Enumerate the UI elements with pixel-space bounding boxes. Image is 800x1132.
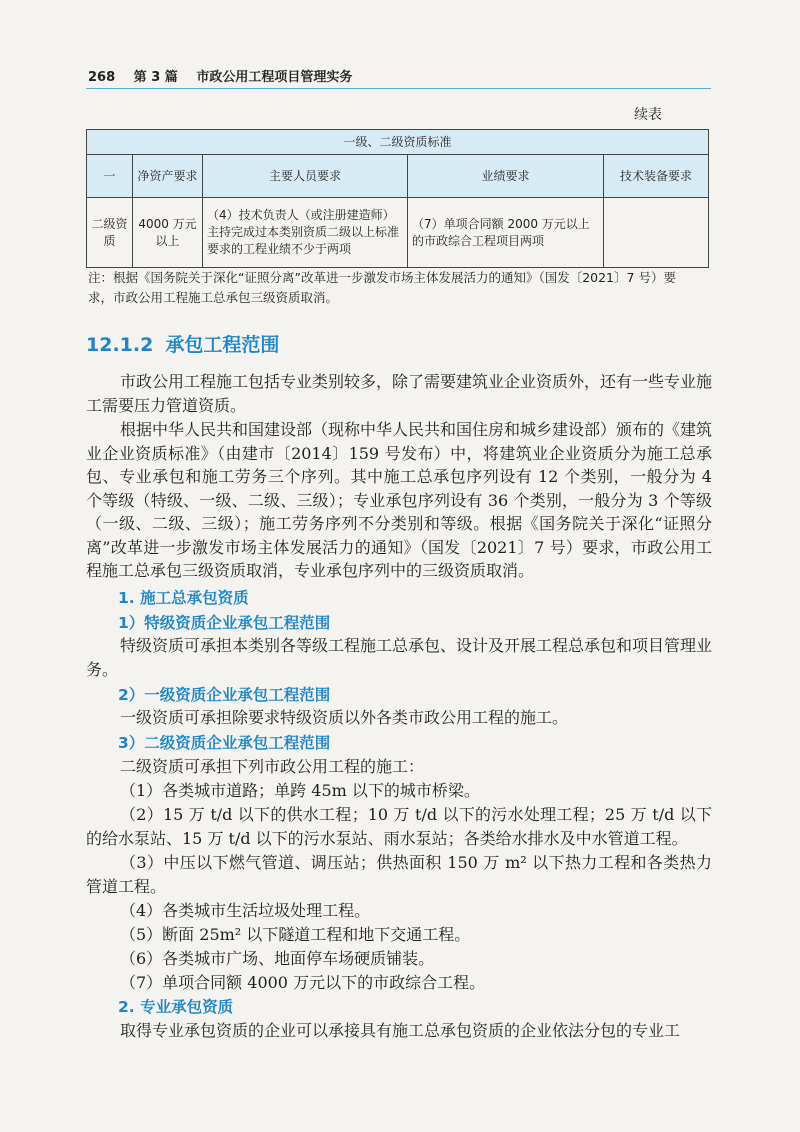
section-heading [86,330,279,357]
cell-net-assets: 4000 万元以上 [133,198,203,268]
heading-second-grade: 3）二级资质企业承包工程范围 [118,734,331,752]
table-header-personnel: 主要人员要求 [203,155,408,198]
paragraph-2: 根据中华人民共和国建设部（现称中华人民共和国住房和城乡建设部）颁布的《建筑业企业资质标准》（由建市〔2014〕159 号发布）中，将建筑业企业资质分为施工总承包、专业承包和施工劳务三个序列。其中施工总承包序列设有 12 个类别，一般分为 4 个等级（特级、一级、二级、三级）；专业承包序列设有 36 个类别，一般分为 3 个等级（一级、二级、三级）；施工劳务序列不分类别和等级。根据《国务院关于深化“证照分离”改革进一步激发市场主体发展活力的通知》（国发〔2021〕7 号）要求，市政公用工程施工总承包三级资质取消，专业承包序列中的三级资质取消。 [86,420,713,580]
heading-general-contracting: 1. 施工总承包资质 [118,589,249,607]
table-caption: 一级、二级资质标准 [87,130,709,155]
table-header-performance: 业绩要求 [408,155,604,198]
cell-equipment [604,198,709,268]
book-title: 市政公用工程项目管理实务 [196,70,353,85]
table-header-equipment: 技术装备要求 [604,155,709,198]
list-item: （1）各类城市道路；单跨 45m 以下的城市桥梁。 [120,781,480,800]
section-title: 承包工程范围 [165,334,280,356]
table-note [88,268,710,308]
cell-personnel: （4）技术负责人（或注册建造师）主持完成过本类别资质二级以上标准要求的工程业绩不少于两项 [203,198,408,268]
list-item: （6）各类城市广场、地面停车场硬质铺装。 [120,949,435,968]
paragraph-second-grade: 二级资质可承担下列市政公用工程的施工： [120,757,425,776]
heading-special-grade: 1）特级资质企业承包工程范围 [118,614,331,632]
list-item: （3）中压以下燃气管道、调压站；供热面积 150 万 m² 以下热力工程和各类热力管道工程。 [86,853,712,896]
note-line-1: 注：根据《国务院关于深化“证照分离”改革进一步激发市场主体发展活力的通知》（国发〔2021〕7 号）要 [88,270,676,285]
note-line-2: 求，市政公用工程施工总承包三级资质取消。 [88,290,339,305]
table-header-net-assets: 净资产要求 [133,155,203,198]
list-item: （4）各类城市生活垃圾处理工程。 [120,901,371,920]
cell-level: 二级资质 [87,198,133,268]
heading-specialty-contracting: 2. 专业承包资质 [118,998,234,1016]
page-number: 268 [88,70,116,85]
table-row [87,198,709,268]
paragraph-first-grade: 一级资质可承担除要求特级资质以外各类市政公用工程的施工。 [120,708,569,727]
continued-label: 续表 [634,107,662,123]
list-item: （5）断面 25m² 以下隧道工程和地下交通工程。 [120,925,471,944]
section-number: 12.1.2 [86,334,154,356]
table-header-level: 一 [87,155,133,198]
paragraph-1: 市政公用工程施工包括专业类别较多，除了需要建筑业企业资质外，还有一些专业施工需要压力管道资质。 [86,372,713,415]
paragraph-specialty: 取得专业承包资质的企业可以承接具有施工总承包资质的企业依法分包的专业工 [120,1021,681,1040]
heading-first-grade: 2）一级资质企业承包工程范围 [118,686,331,704]
paragraph-special-grade: 特级资质可承担本类别各等级工程施工总承包、设计及开展工程总承包和项目管理业务。 [86,636,713,679]
list-item: （2）15 万 t/d 以下的供水工程；10 万 t/d 以下的污水处理工程；25 万 t/d 以下的给水泵站、15 万 t/d 以下的污水泵站、雨水泵站；各类给水排水及中水管道工程。 [86,805,712,848]
part-label: 第 3 篇 [133,70,178,85]
list-item: （7）单项合同额 4000 万元以下的市政综合工程。 [120,973,486,992]
running-header [88,66,708,85]
header-rule [86,88,711,89]
qualification-table [86,129,709,268]
cell-performance: （7）单项合同额 2000 万元以上的市政综合工程项目两项 [408,198,604,268]
